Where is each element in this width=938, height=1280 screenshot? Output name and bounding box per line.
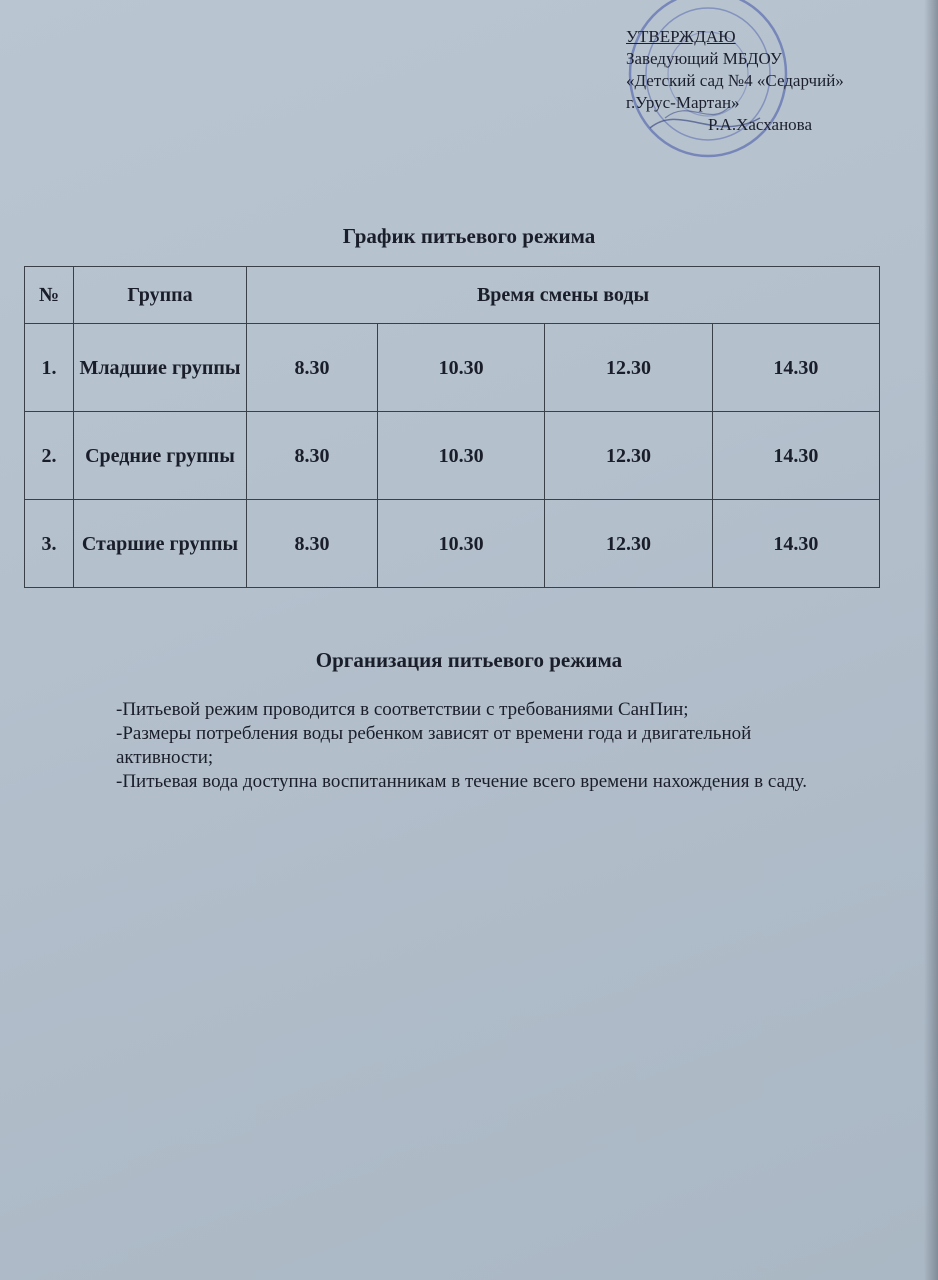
row-group: Младшие группы — [74, 324, 247, 412]
row-time: 10.30 — [377, 500, 544, 588]
row-number: 1. — [25, 324, 74, 412]
row-number: 3. — [25, 500, 74, 588]
row-time: 10.30 — [377, 412, 544, 500]
notes-list — [116, 698, 816, 794]
page-edge-shadow — [924, 0, 938, 1280]
row-group: Старшие группы — [74, 500, 247, 588]
row-group: Средние группы — [74, 412, 247, 500]
table-row — [25, 324, 880, 412]
row-time: 14.30 — [712, 500, 879, 588]
table-row — [25, 500, 880, 588]
row-number: 2. — [25, 412, 74, 500]
note-item: -Размеры потребления воды ребенком зависят от времени года и двигательной активности; — [116, 723, 752, 768]
row-time: 8.30 — [247, 412, 378, 500]
note-item: -Питьевая вода доступна воспитанникам в течение всего времени нахождения в саду. — [116, 771, 808, 792]
approval-signatory: Р.А.Хасханова — [708, 115, 813, 134]
schedule-title: График питьевого режима — [342, 224, 596, 248]
row-time: 8.30 — [247, 324, 378, 412]
approval-block — [626, 26, 926, 136]
table-header-row — [25, 267, 880, 324]
drinking-schedule-table — [24, 266, 880, 588]
row-time: 14.30 — [712, 412, 879, 500]
approval-heading: УТВЕРЖДАЮ — [626, 27, 736, 46]
row-time: 8.30 — [247, 500, 378, 588]
approval-city: г.Урус-Мартан» — [626, 93, 740, 112]
approval-organization: «Детский сад №4 «Седарчий» — [626, 71, 844, 90]
organization-title: Организация питьевого режима — [315, 648, 623, 672]
table-row — [25, 412, 880, 500]
row-time: 12.30 — [545, 412, 712, 500]
row-time: 12.30 — [545, 500, 712, 588]
row-time: 10.30 — [377, 324, 544, 412]
row-time: 12.30 — [545, 324, 712, 412]
row-time: 14.30 — [712, 324, 879, 412]
approval-position: Заведующий МБДОУ — [626, 49, 782, 68]
header-group: Группа — [74, 267, 247, 324]
note-item: -Питьевой режим проводится в соответствии с требованиями СанПин; — [116, 699, 689, 720]
header-time: Время смены воды — [247, 267, 880, 324]
header-number: № — [25, 267, 74, 324]
